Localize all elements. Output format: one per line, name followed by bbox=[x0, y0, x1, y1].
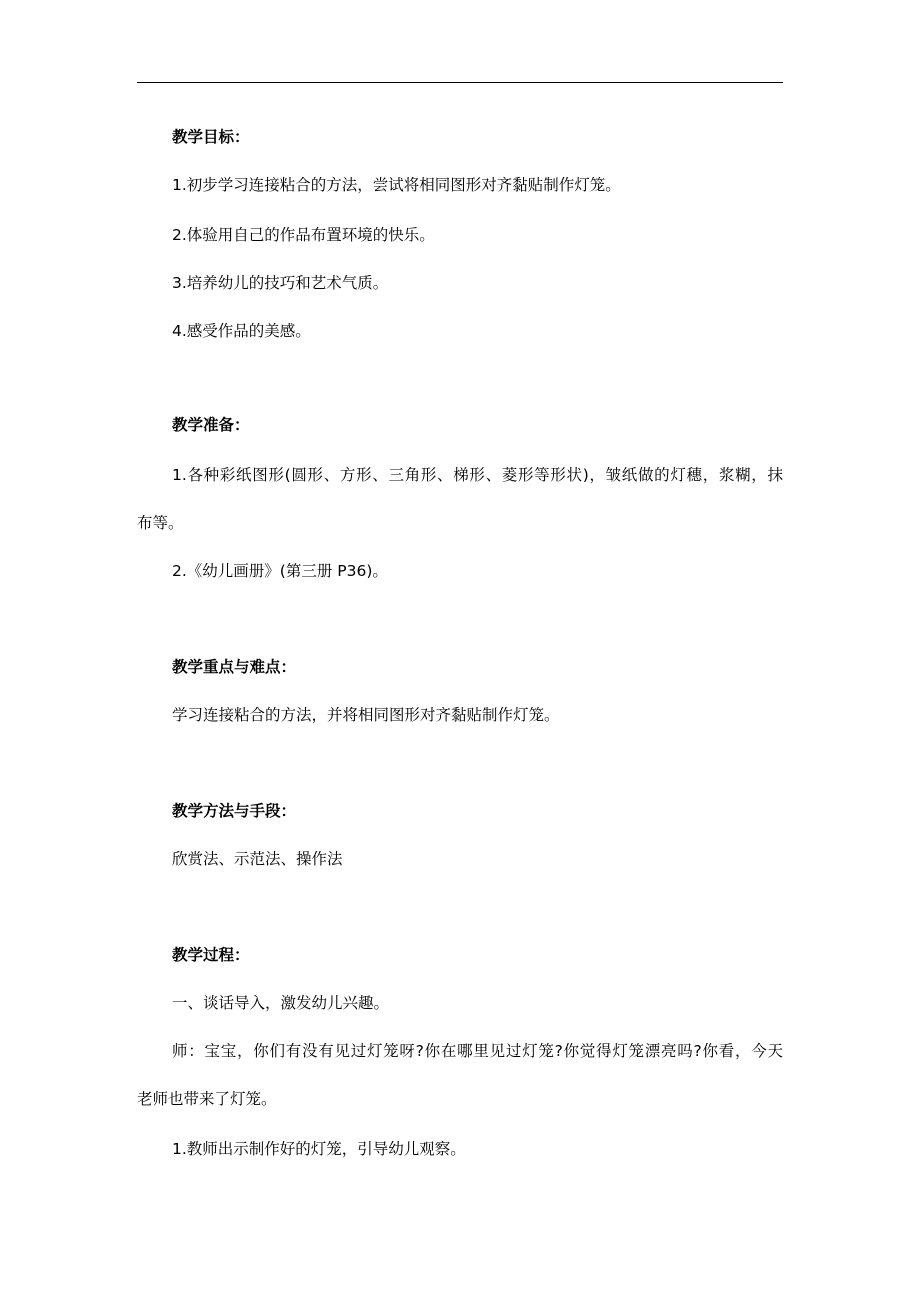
objective-item: 1.初步学习连接粘合的方法，尝试将相同图形对齐黏贴制作灯笼。 bbox=[172, 176, 621, 194]
header-rule bbox=[137, 82, 783, 83]
key-points-heading: 教学重点与难点： bbox=[172, 658, 297, 676]
objectives-heading: 教学目标： bbox=[172, 128, 250, 146]
preparation-item-continuation: 布等。 bbox=[137, 514, 184, 532]
methods-heading: 教学方法与手段： bbox=[172, 802, 297, 820]
objective-item: 2.体验用自己的作品布置环境的快乐。 bbox=[172, 226, 435, 244]
preparation-item: 1.各种彩纸图形(圆形、方形、三角形、梯形、菱形等形状)，皱纸做的灯穗，浆糊，抹 bbox=[172, 466, 783, 484]
process-teacher-line-continuation: 老师也带来了灯笼。 bbox=[137, 1090, 277, 1108]
process-item: 1.教师出示制作好的灯笼，引导幼儿观察。 bbox=[172, 1140, 466, 1158]
process-teacher-line: 师：宝宝，你们有没有见过灯笼呀?你在哪里见过灯笼?你觉得灯笼漂亮吗?你看，今天 bbox=[172, 1042, 783, 1060]
objective-item: 4.感受作品的美感。 bbox=[172, 322, 311, 340]
process-step: 一、谈话导入，激发幼儿兴趣。 bbox=[172, 994, 390, 1012]
process-heading: 教学过程： bbox=[172, 946, 250, 964]
key-points-text: 学习连接粘合的方法，并将相同图形对齐黏贴制作灯笼。 bbox=[172, 706, 560, 724]
methods-text: 欣赏法、示范法、操作法 bbox=[172, 850, 343, 868]
preparation-heading: 教学准备： bbox=[172, 416, 250, 434]
preparation-item: 2.《幼儿画册》(第三册 P36)。 bbox=[172, 562, 388, 580]
objective-item: 3.培养幼儿的技巧和艺术气质。 bbox=[172, 274, 389, 292]
